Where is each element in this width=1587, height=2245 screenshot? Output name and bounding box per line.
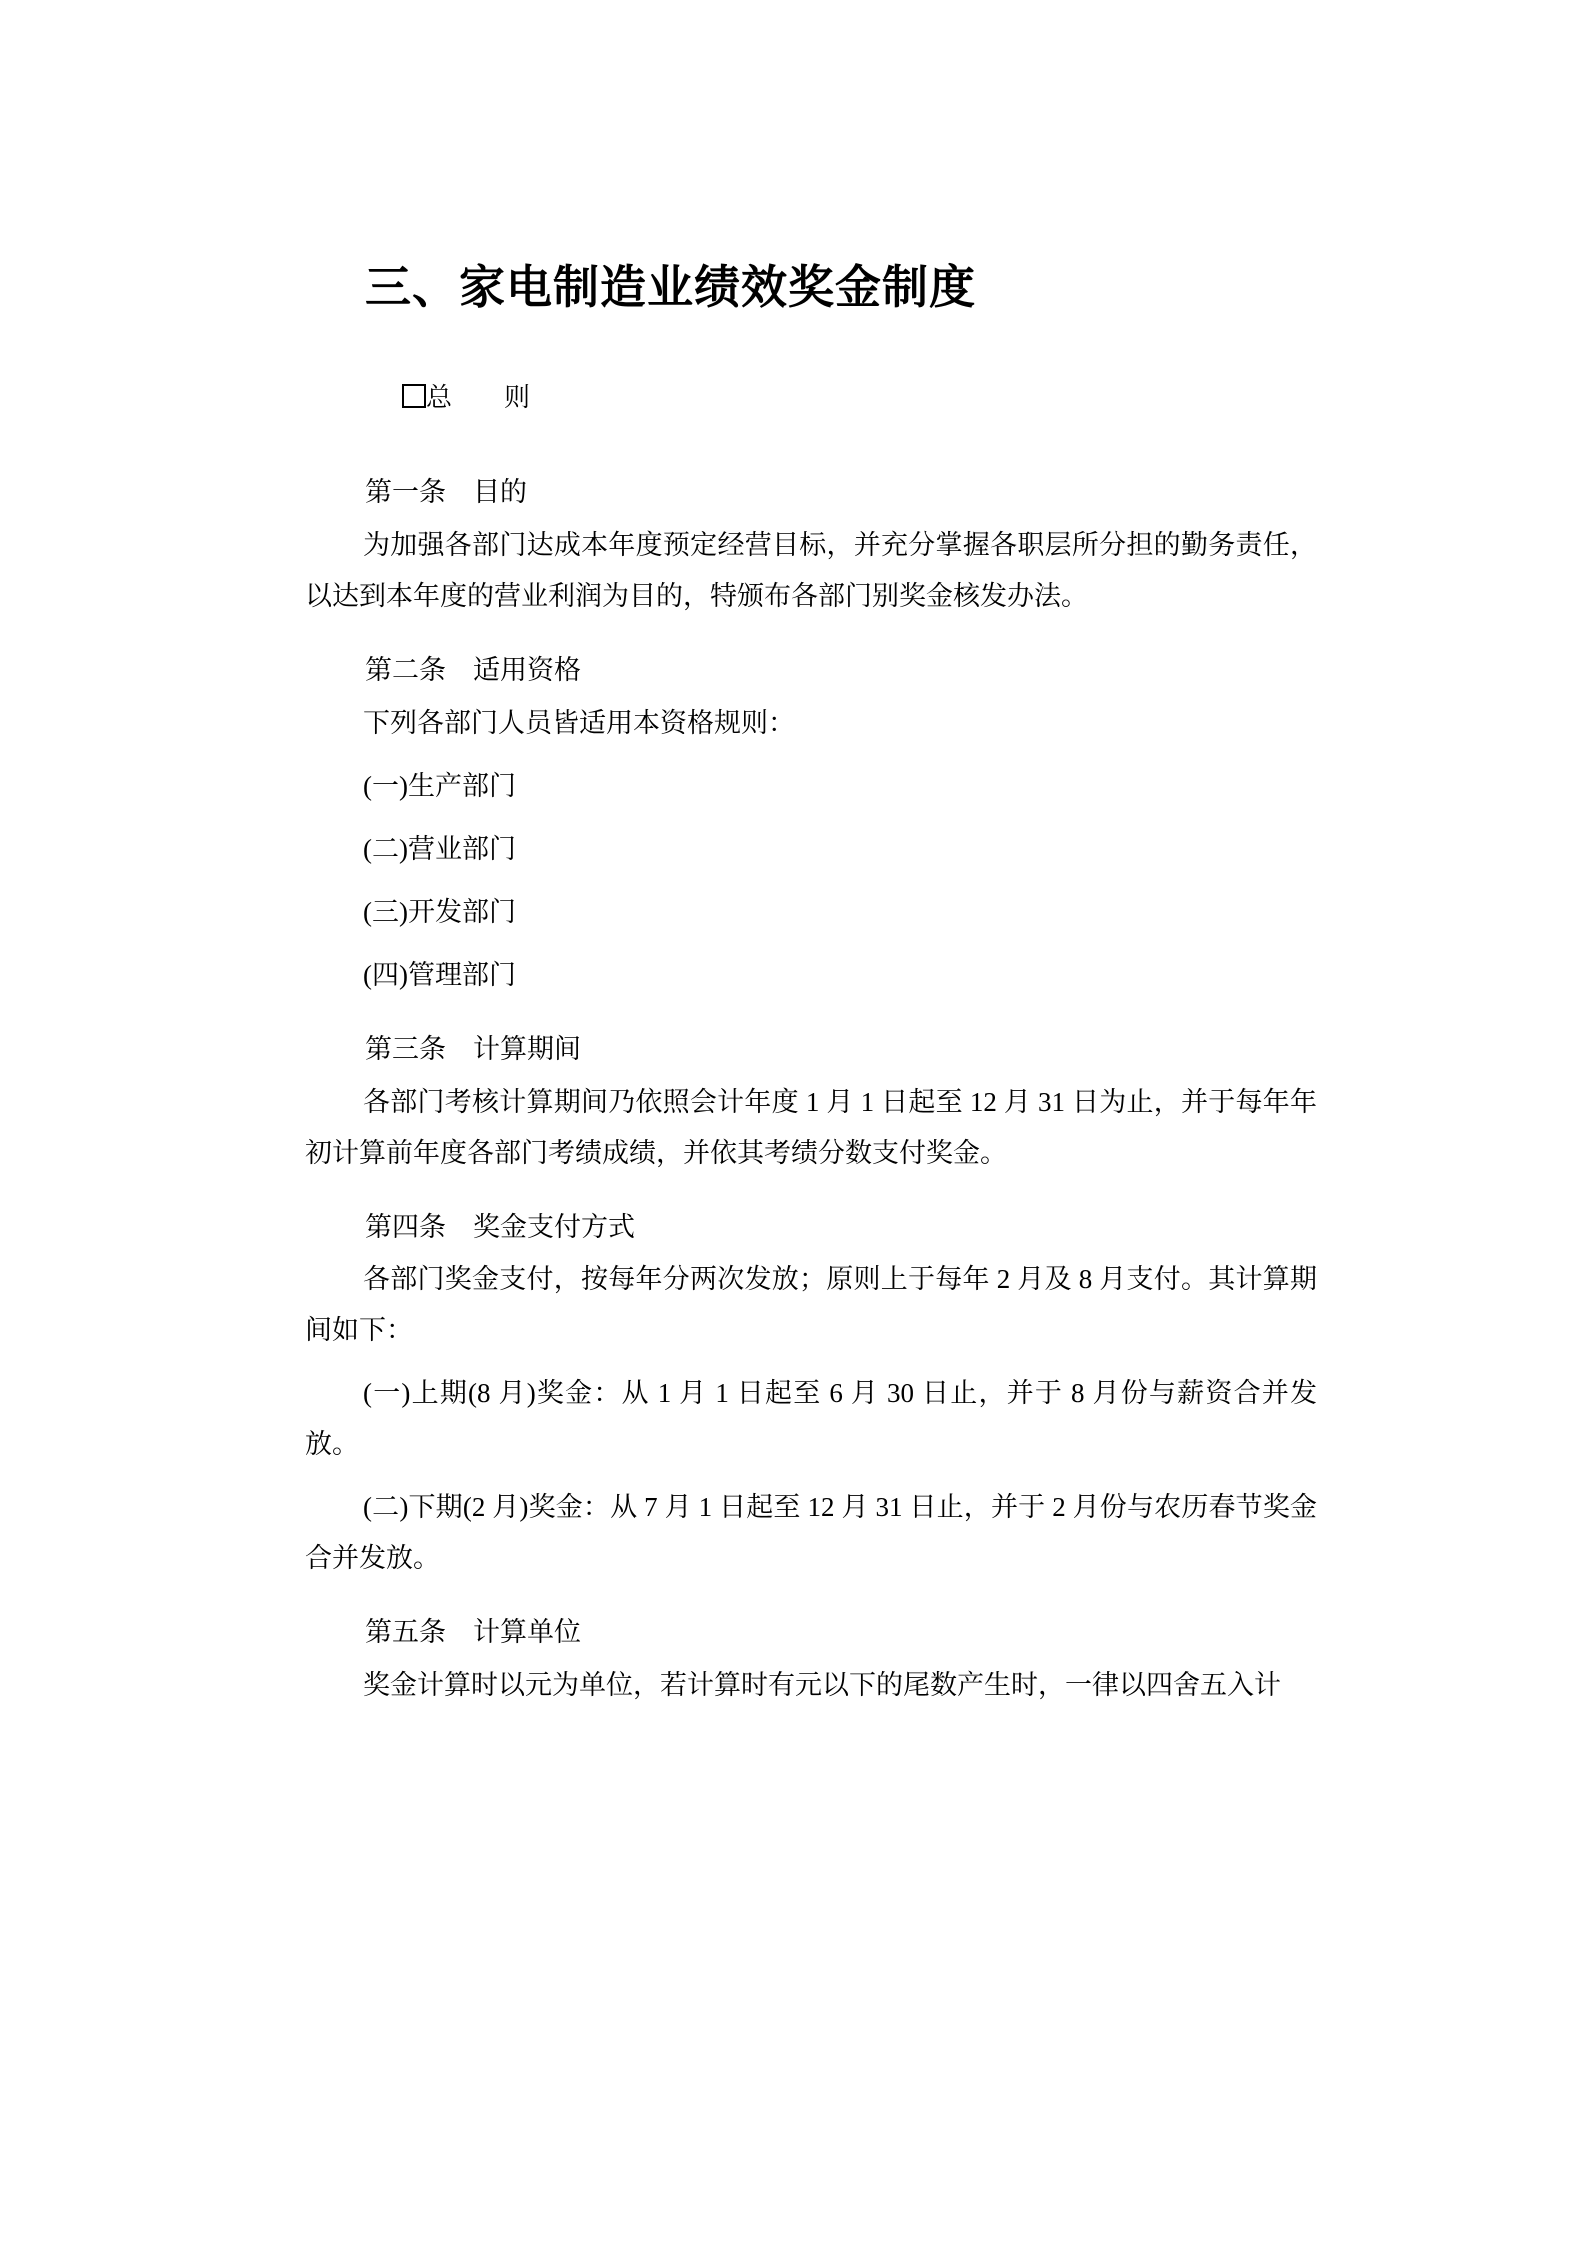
section-label — [305, 315, 1317, 445]
box-glyph-icon — [402, 384, 426, 408]
sub-list-item: (一)上期(8 月)奖金：从 1 月 1 日起至 6 月 30 日止，并于 8 月份与薪资合并发放。 — [305, 1378, 1317, 1460]
page-title: 三、家电制造业绩效奖金制度 — [365, 262, 976, 313]
list-item: (四)管理部门 — [363, 959, 516, 990]
sub-list-item: (二)下期(2 月)奖金：从 7 月 1 日起至 12 月 31 日止，并于 2 月份与农历春节奖金合并发放。 — [305, 1492, 1317, 1574]
list-item: (三)开发部门 — [363, 896, 516, 927]
list-item: (一)生产部门 — [363, 770, 516, 801]
article-paragraph: 下列各部门人员皆适用本资格规则： — [363, 707, 795, 738]
document-body — [305, 0, 1317, 1711]
article-heading-3: 第三条 计算期间 — [365, 1033, 581, 1064]
article-heading-5: 第五条 计算单位 — [365, 1617, 581, 1648]
article-heading-2: 第二条 适用资格 — [365, 655, 581, 686]
list-item: (二)营业部门 — [363, 833, 516, 864]
article-paragraph: 各部门考核计算期间乃依照会计年度 1 月 1 日起至 12 月 31 日为止，并于每年年初计算前年度各部门考绩成绩，并依其考绩分数支付奖金。 — [305, 1086, 1317, 1168]
article-paragraph: 为加强各部门达成本年度预定经营目标，并充分掌握各职层所分担的勤务责任，以达到本年度的营业利润为目的，特颁布各部门别奖金核发办法。 — [305, 530, 1317, 612]
article-paragraph: 奖金计算时以元为单位，若计算时有元以下的尾数产生时，一律以四舍五入计 — [363, 1670, 1281, 1701]
article-heading-4: 第四条 奖金支付方式 — [365, 1211, 635, 1242]
section-label-text: 总 则 — [426, 383, 531, 413]
article-heading-1: 第一条 目的 — [365, 477, 527, 508]
article-paragraph: 各部门奖金支付，按每年分两次发放；原则上于每年 2 月及 8 月支付。其计算期间如下： — [305, 1264, 1317, 1346]
